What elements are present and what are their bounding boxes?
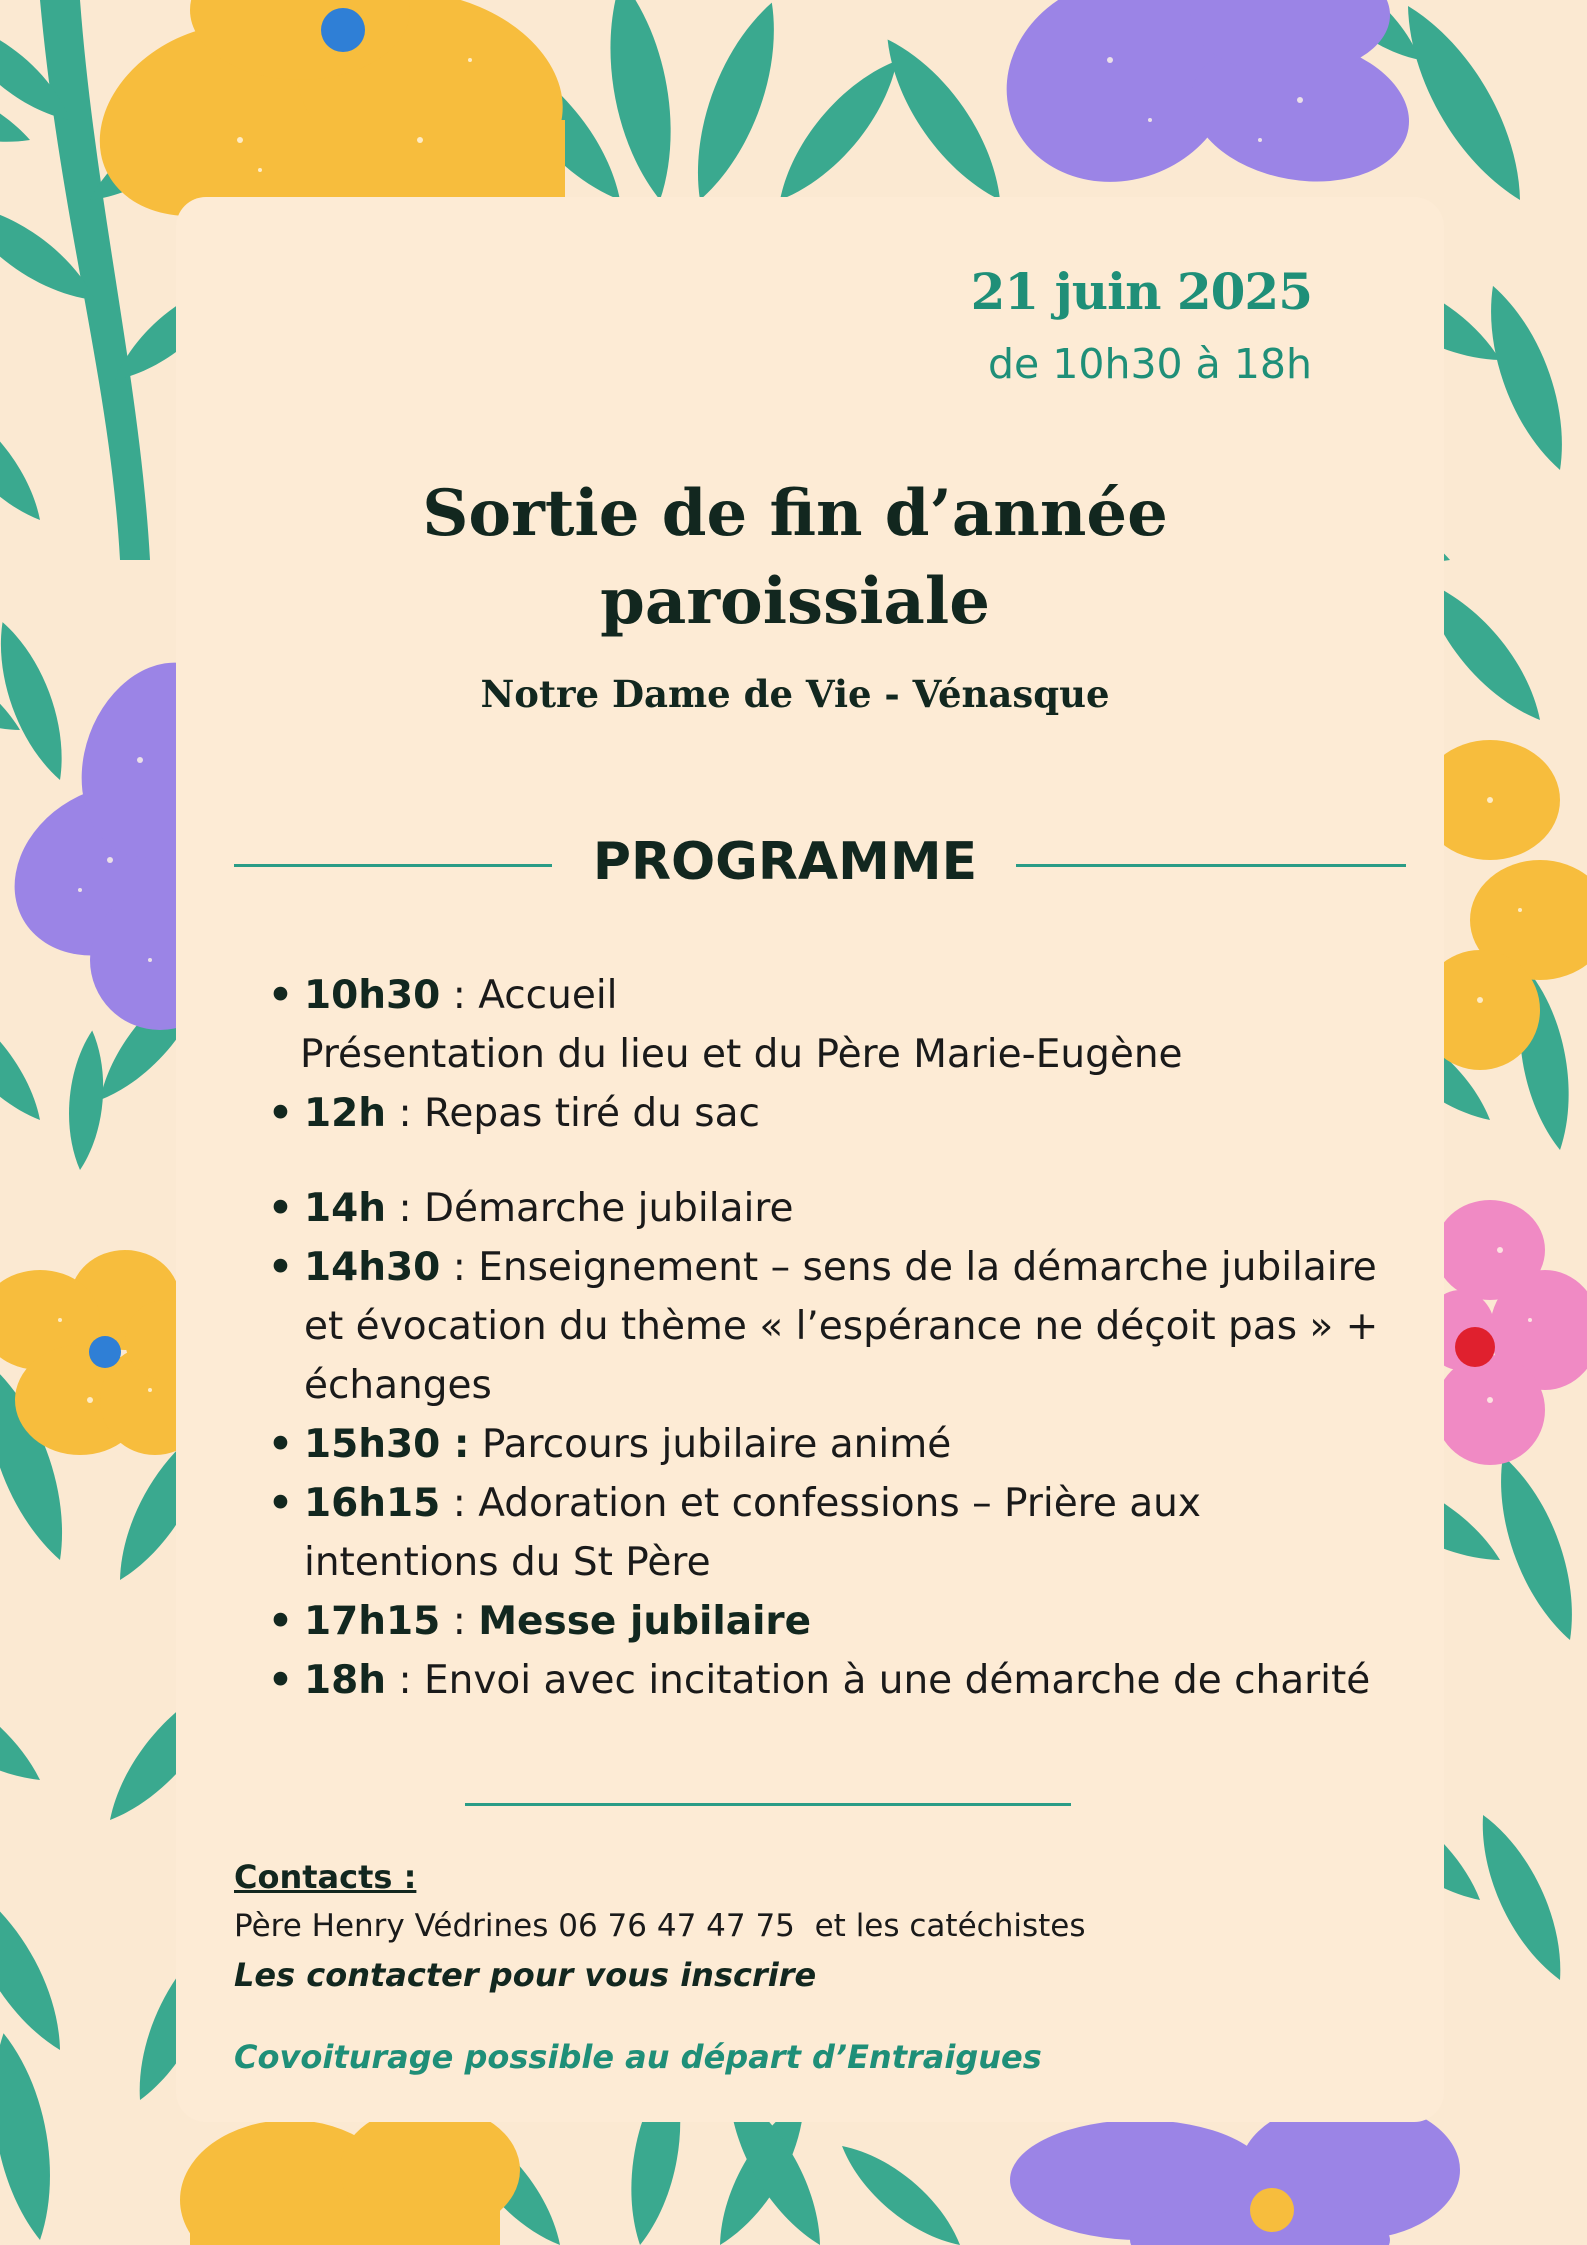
programme-list [262, 966, 1382, 1710]
programme-heading: PROGRAMME [592, 832, 978, 892]
programme-divider-left [234, 864, 552, 867]
event-title-line-1: Sortie de fin d’année [422, 476, 1168, 551]
contacts-label: Contacts : [234, 1858, 417, 1896]
programme-item-detail: Présentation du lieu et du Père Marie-Eugène [300, 1032, 1183, 1077]
programme-item [262, 1238, 1382, 1415]
programme-item-text: Démarche jubilaire [423, 1186, 794, 1231]
programme-item [262, 1592, 1382, 1651]
programme-item-separator: : [440, 973, 479, 1018]
programme-item-text: Adoration et confessions – Prière aux intentions du St Père [304, 1481, 1201, 1585]
programme-divider-right [1016, 864, 1406, 867]
contacts-divider [465, 1803, 1071, 1806]
programme-item-time: 16h15 [304, 1481, 441, 1526]
programme-item-time: 15h30 : [304, 1422, 470, 1467]
programme-item [262, 1651, 1382, 1710]
programme-item-text: Envoi avec incitation à une démarche de charité [423, 1658, 1371, 1703]
programme-item-separator: : [386, 1186, 424, 1231]
registration-note: Les contacter pour vous inscrire [234, 1956, 817, 1994]
programme-item-separator: : [440, 1481, 479, 1526]
programme-item [262, 1084, 1382, 1143]
programme-item-separator: : [440, 1599, 479, 1644]
programme-item [262, 1179, 1382, 1238]
programme-item [262, 1474, 1382, 1592]
programme-item-time: 14h30 [304, 1245, 441, 1290]
programme-item-text: Enseignement – sens de la démarche jubilaire et évocation du thème « l’espérance ne déçoit pas » + échanges [304, 1245, 1379, 1408]
programme-item-separator: : [386, 1091, 424, 1136]
programme-item-text: Accueil [478, 973, 618, 1018]
programme-item-text: Repas tiré du sac [423, 1091, 760, 1136]
programme-item-separator [469, 1422, 481, 1467]
event-location: Notre Dame de Vie - Vénasque [480, 672, 1110, 716]
event-date: 21 juin 2025 [970, 262, 1312, 321]
programme-item [262, 966, 1382, 1084]
yellow-flower-bottom [180, 2105, 520, 2245]
programme-item-time: 12h [304, 1091, 387, 1136]
event-title-line-2: paroissiale [600, 564, 990, 639]
contacts-details: Père Henry Védrines 06 76 47 47 75 et les catéchistes [234, 1908, 1086, 1944]
programme-item-time: 14h [304, 1186, 387, 1231]
programme-item-separator: : [440, 1245, 479, 1290]
programme-item-text: Parcours jubilaire animé [481, 1422, 952, 1467]
programme-item-separator: : [386, 1658, 424, 1703]
programme-item-time: 10h30 [304, 973, 441, 1018]
programme-item-text: Messe jubilaire [478, 1599, 812, 1644]
event-hours: de 10h30 à 18h [988, 340, 1312, 388]
programme-item-time: 18h [304, 1658, 387, 1703]
event-title [300, 470, 1290, 646]
carpool-note: Covoiturage possible au départ d’Entraigues [234, 2038, 1042, 2076]
pink-flower-right [1425, 1200, 1587, 1465]
purple-flower-top [978, 0, 1421, 213]
programme-item [262, 1415, 1382, 1474]
programme-item-time: 17h15 [304, 1599, 441, 1644]
yellow-flower-right [1420, 740, 1587, 1070]
